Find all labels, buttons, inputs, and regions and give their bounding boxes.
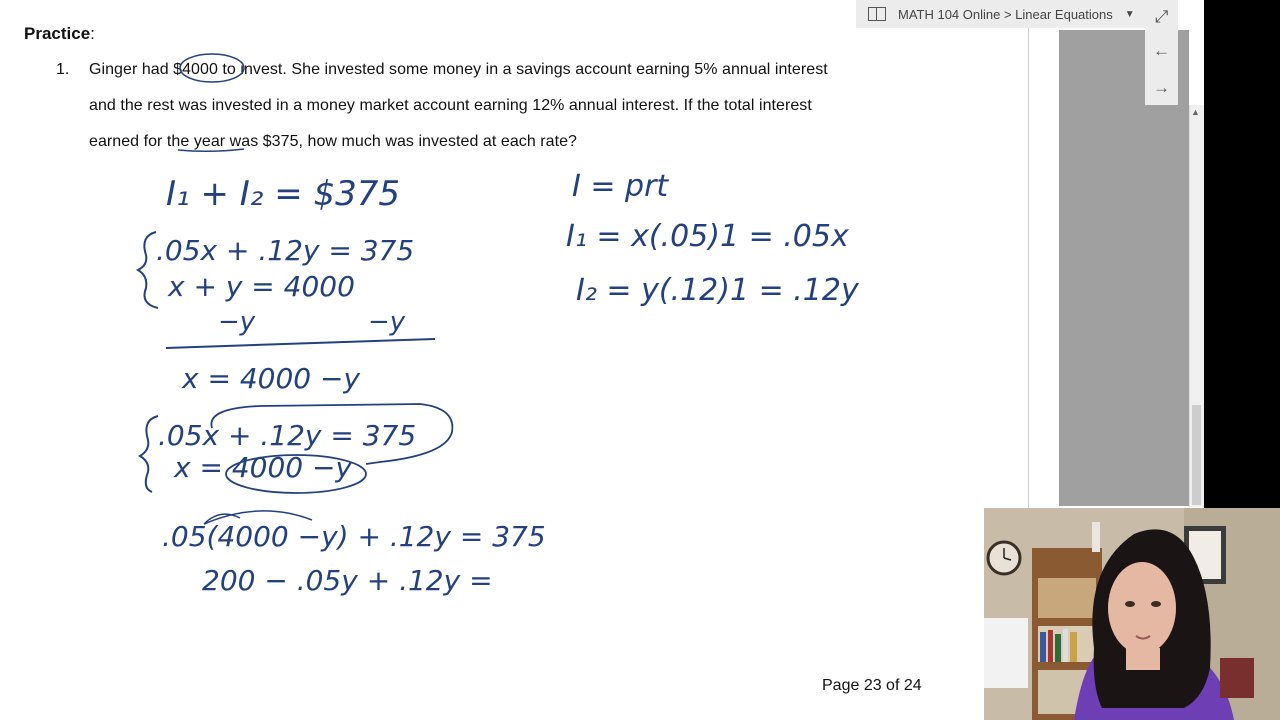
webcam-overlay <box>984 508 1280 720</box>
notebook-breadcrumb[interactable]: MATH 104 Online > Linear Equations <box>898 6 1113 22</box>
page-number: Page 23 of 24 <box>822 677 922 694</box>
ink-underline-year <box>178 149 244 151</box>
problem-text-line-2: and the rest was invested in a money market account earning 12% annual interest. If the total interest <box>89 97 812 114</box>
person-face <box>1108 562 1176 654</box>
back-arrow-icon[interactable]: ← <box>1145 34 1178 67</box>
hw-sys2-a: .05x + .12y = 375 <box>158 419 417 452</box>
hw-expand: 200 − .05y + .12y = <box>202 564 493 597</box>
black-margin <box>1204 0 1280 510</box>
hw-sub-right: −y <box>368 307 406 337</box>
hw-formula: I = prt <box>572 169 669 204</box>
practice-heading: Practice: <box>24 24 95 43</box>
hw-sys1-b: x + y = 4000 <box>168 270 355 303</box>
webcam-scene <box>984 508 1280 720</box>
chevron-down-icon[interactable]: ▼ <box>1124 8 1135 20</box>
hw-subst: .05(4000 −y) + .12y = 375 <box>162 520 546 553</box>
problem-text-line-1: Ginger had $4000 to invest. She invested some money in a savings account earning 5% annual interest <box>89 61 828 78</box>
ink-circle-4000 <box>180 54 244 82</box>
hw-i2: I₂ = y(.12)1 = .12y <box>576 273 859 308</box>
problem-text-line-3: earned for the year was $375, how much was invested at each rate? <box>89 133 577 150</box>
expand-icon[interactable]: ⤢ <box>1145 0 1178 33</box>
ink-rule <box>166 339 435 348</box>
hw-sys2-b: x = 4000 −y <box>174 451 353 484</box>
scroll-up-icon[interactable]: ▲ <box>1191 107 1200 117</box>
ink-brace-1 <box>138 232 158 308</box>
notebook-icon <box>868 7 886 21</box>
hw-eq1: I₁ + I₂ = $375 <box>166 174 401 214</box>
ink-brace-2 <box>140 416 158 492</box>
hw-sub-left: −y <box>218 307 256 337</box>
hw-sys1-a: .05x + .12y = 375 <box>156 234 415 267</box>
problem-number: 1. <box>56 61 70 78</box>
notebook-breadcrumb-bar[interactable] <box>856 0 1145 28</box>
scroll-thumb[interactable] <box>1192 405 1201 505</box>
hw-i1: I₁ = x(.05)1 = .05x <box>566 219 849 254</box>
hw-result: x = 4000 −y <box>182 362 361 395</box>
forward-arrow-icon[interactable]: → <box>1145 71 1178 104</box>
